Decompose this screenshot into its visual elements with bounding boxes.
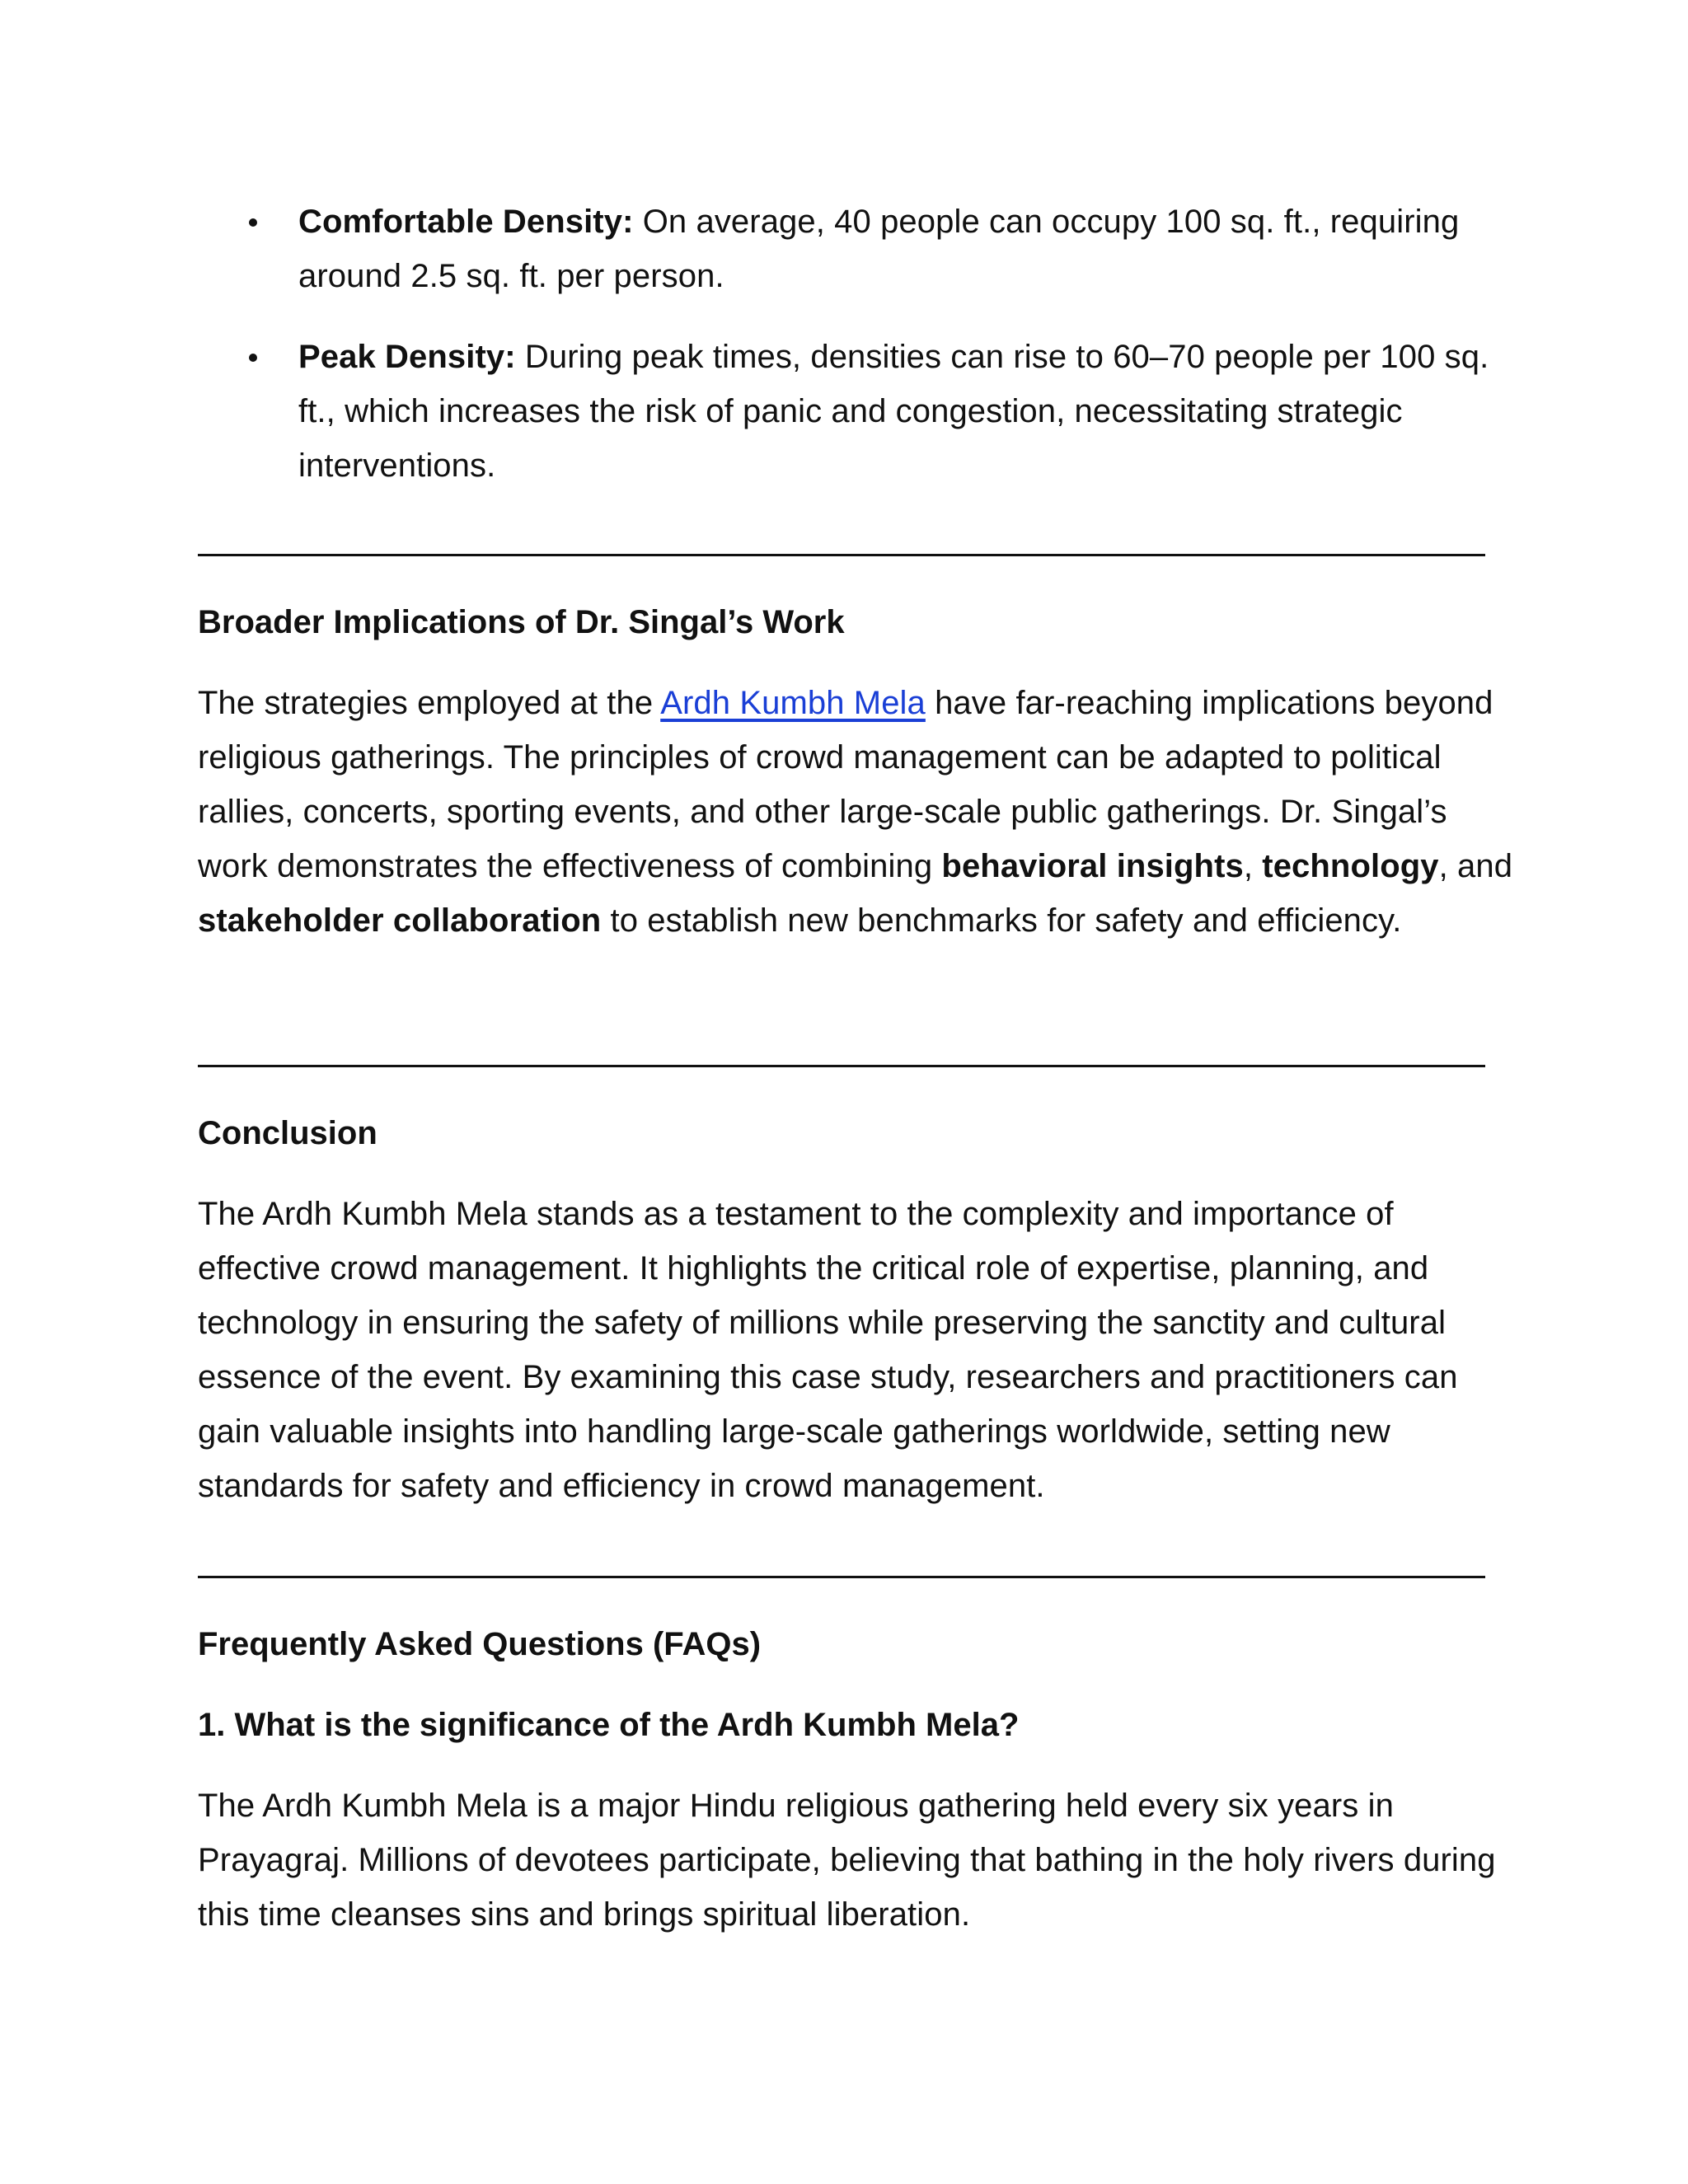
text-run: , [1243, 848, 1263, 884]
horizontal-rule [198, 554, 1485, 556]
conclusion-heading: Conclusion [198, 1115, 377, 1151]
horizontal-rule [198, 1065, 1485, 1067]
bullet-text: During peak times, densities can rise to 60–70 people per 100 sq. ft., which increases the risk of panic and congestion, necessitating strategic interventions. [298, 339, 1489, 484]
broader-implications-paragraph [198, 676, 1517, 948]
faq-question-1: 1. What is the significance of the Ardh Kumbh Mela? [198, 1707, 1020, 1743]
broader-implications-heading: Broader Implications of Dr. Singal’s Work [198, 604, 845, 640]
text-run: to establish new benchmarks for safety and efficiency. [601, 902, 1402, 939]
conclusion-paragraph: The Ardh Kumbh Mela stands as a testament to the complexity and importance of effective crowd management. It highlights the critical role of expertise, planning, and technology in ensuring the safety of millions while preserving the sanctity and cultural essence of the event. By examining this case study, researchers and practitioners can gain valuable insights into handling large-scale gatherings worldwide, setting new standards for safety and efficiency in crowd management. [198, 1196, 1458, 1504]
text-run: The strategies employed at the [198, 685, 661, 721]
text-run: have far-reaching implications beyond religious gatherings. The principles of crowd management can be adapted to political rallies, concerts, sporting events, and other large-scale public gatherings. Dr. Singal’s work demonstrates the effectiveness of combining [198, 685, 1493, 884]
horizontal-rule [198, 1576, 1485, 1578]
bold-term: behavioral insights [941, 848, 1244, 884]
density-bullet-list [198, 194, 1500, 519]
bullet-comfortable-density [198, 194, 1500, 303]
bold-term: stakeholder collaboration [198, 902, 602, 939]
text-run: , and [1438, 848, 1513, 884]
faqs-heading: Frequently Asked Questions (FAQs) [198, 1626, 762, 1662]
bullet-term: Peak Density: [298, 339, 516, 375]
bullet-peak-density [198, 330, 1500, 493]
faq-answer-1: The Ardh Kumbh Mela is a major Hindu religious gathering held every six years in Prayagraj. Millions of devotees participate, believing that bathing in the holy rivers during this time cleanses sins and brings spiritual liberation. [198, 1788, 1496, 1933]
bullet-text: On average, 40 people can occupy 100 sq. ft., requiring around 2.5 sq. ft. per person. [298, 204, 1460, 294]
bold-term: technology [1262, 848, 1439, 884]
bullet-term: Comfortable Density: [298, 204, 634, 240]
ardh-kumbh-mela-link[interactable]: Ardh Kumbh Mela [660, 685, 926, 721]
